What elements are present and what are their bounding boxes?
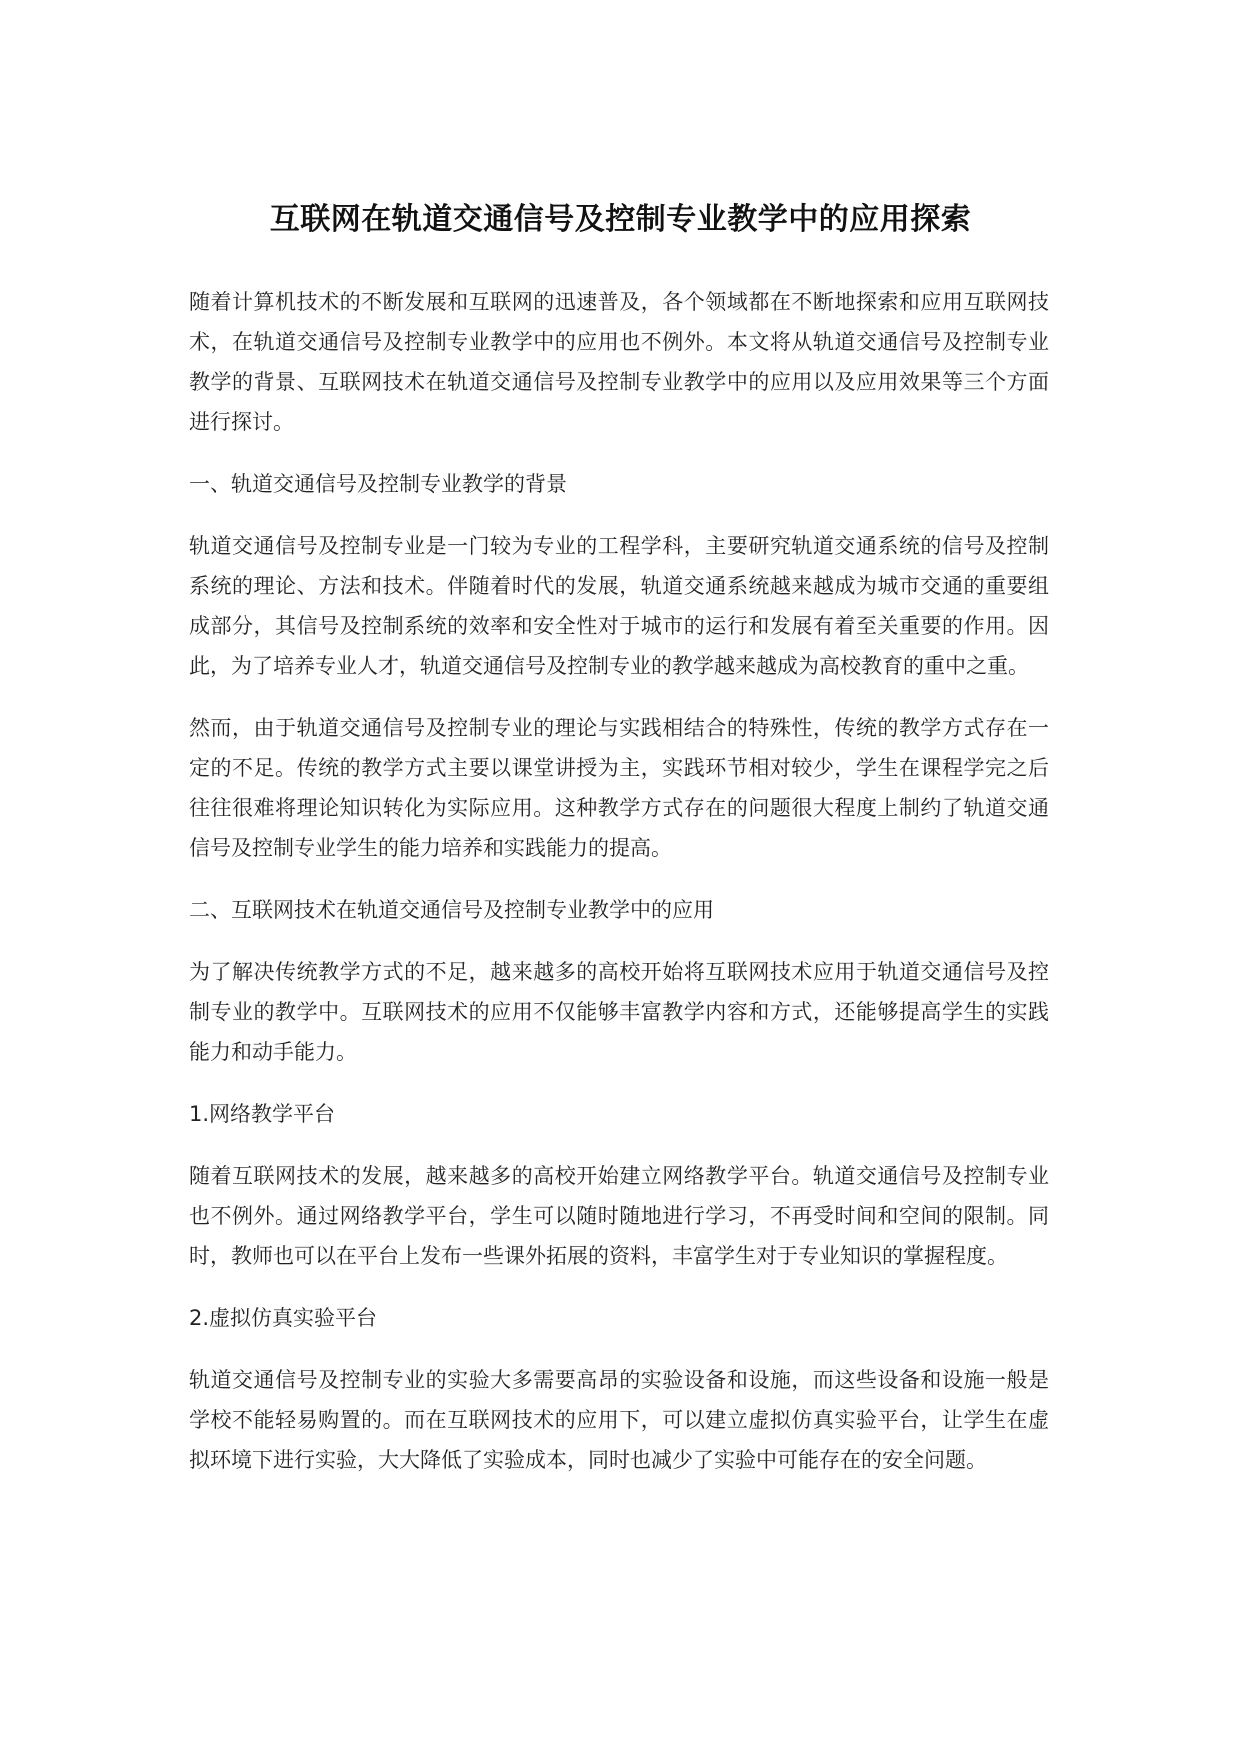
application-paragraph: 为了解决传统教学方式的不足，越来越多的高校开始将互联网技术应用于轨道交通信号及控制专业的教学中。互联网技术的应用不仅能够丰富教学内容和方式，还能够提高学生的实践能力和动手能力。 <box>189 960 1049 1064</box>
intro-paragraph: 随着计算机技术的不断发展和互联网的迅速普及，各个领域都在不断地探索和应用互联网技术，在轨道交通信号及控制专业教学中的应用也不例外。本文将从轨道交通信号及控制专业教学的背景、互联网技术在轨道交通信号及控制专业教学中的应用以及应用效果等三个方面进行探讨。 <box>189 290 1049 434</box>
background-paragraph-2: 然而，由于轨道交通信号及控制专业的理论与实践相结合的特殊性，传统的教学方式存在一定的不足。传统的教学方式主要以课堂讲授为主，实践环节相对较少，学生在课程学完之后往往很难将理论知识转化为实际应用。这种教学方式存在的问题很大程度上制约了轨道交通信号及控制专业学生的能力培养和实践能力的提高。 <box>189 716 1049 860</box>
section-heading-background: 一、轨道交通信号及控制专业教学的背景 <box>189 472 567 496</box>
subheading-online-platform: 1.网络教学平台 <box>189 1102 336 1126</box>
document-body <box>189 282 1049 1502</box>
online-platform-paragraph: 随着互联网技术的发展，越来越多的高校开始建立网络教学平台。轨道交通信号及控制专业也不例外。通过网络教学平台，学生可以随时随地进行学习，不再受时间和空间的限制。同时，教师也可以在平台上发布一些课外拓展的资料，丰富学生对于专业知识的掌握程度。 <box>189 1164 1049 1268</box>
document-title: 互联网在轨道交通信号及控制专业教学中的应用探索 <box>269 202 972 238</box>
background-paragraph-1: 轨道交通信号及控制专业是一门较为专业的工程学科，主要研究轨道交通系统的信号及控制系统的理论、方法和技术。伴随着时代的发展，轨道交通系统越来越成为城市交通的重要组成部分，其信号及控制系统的效率和安全性对于城市的运行和发展有着至关重要的作用。因此，为了培养专业人才，轨道交通信号及控制专业的教学越来越成为高校教育的重中之重。 <box>189 534 1049 678</box>
section-heading-application: 二、互联网技术在轨道交通信号及控制专业教学中的应用 <box>189 898 714 922</box>
subheading-virtual-lab: 2.虚拟仿真实验平台 <box>189 1306 378 1330</box>
virtual-lab-paragraph: 轨道交通信号及控制专业的实验大多需要高昂的实验设备和设施，而这些设备和设施一般是学校不能轻易购置的。而在互联网技术的应用下，可以建立虚拟仿真实验平台，让学生在虚拟环境下进行实验，大大降低了实验成本，同时也减少了实验中可能存在的安全问题。 <box>189 1368 1049 1472</box>
